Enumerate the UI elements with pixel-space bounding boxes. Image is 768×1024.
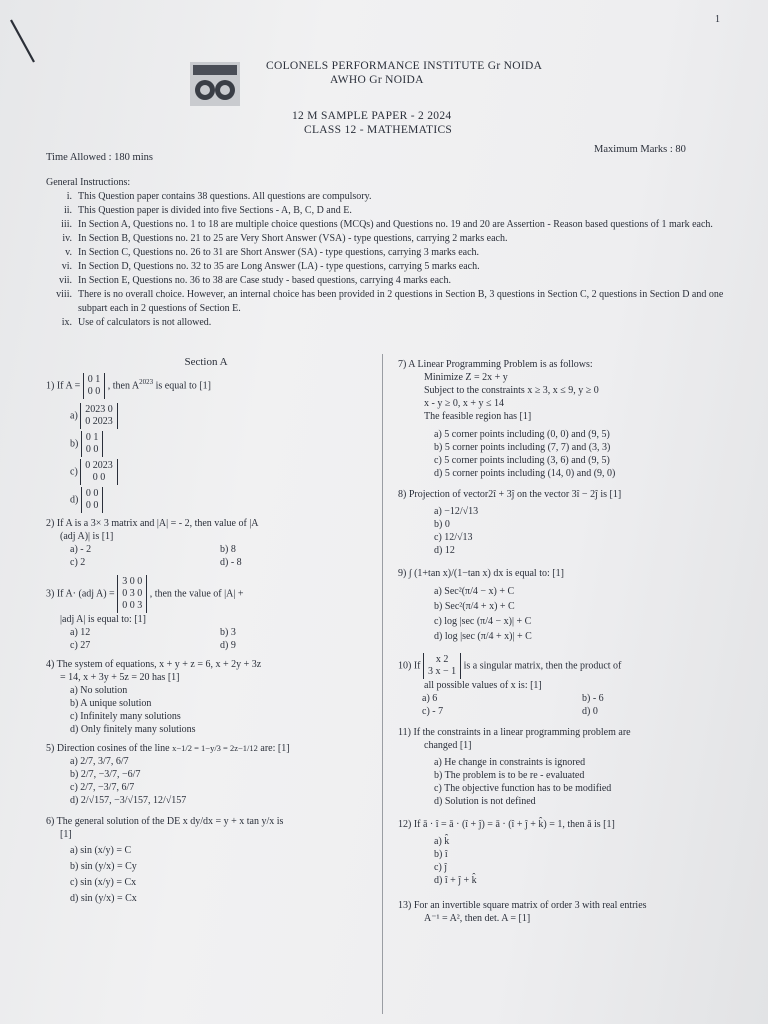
question-11: [398, 726, 728, 808]
question-3: [46, 575, 366, 652]
q1-option-d: [46, 487, 366, 513]
time-allowed: Time Allowed : 180 mins: [46, 152, 153, 163]
question-2: [46, 517, 366, 569]
instruction-number: i.: [66, 191, 72, 202]
matrix-row: 0 0: [85, 488, 99, 499]
right-column: [398, 358, 728, 925]
matrix-row: 3 x − 1: [428, 666, 457, 677]
option-label: c): [70, 466, 78, 478]
q1-text-c: is equal to [1]: [153, 380, 211, 392]
q1-matrix-row: 0 0: [87, 386, 101, 397]
question-7: [398, 358, 728, 480]
q1-exponent: 2023: [139, 377, 154, 386]
matrix-row: 0 3 0: [122, 588, 143, 599]
q6-option-c: c) sin (x/y) = Cx: [70, 877, 137, 888]
instruction-text: In Section C, Questions no. 26 to 31 are Short Answer (SA) - type questions, carrying 3 marks each.: [78, 247, 480, 258]
option-label: d): [70, 494, 79, 506]
q6-option-b: b) sin (y/x) = Cy: [70, 861, 137, 872]
q7-line-2: Minimize Z = 2x + y: [424, 372, 508, 383]
q1-matrix-row: 0 1: [87, 374, 101, 385]
q13-line-1: 13) For an invertible square matrix of order 3 with real entries: [398, 900, 647, 911]
q12-option-b: b) î: [434, 849, 448, 860]
left-column: [46, 356, 366, 905]
matrix-row: 0 1: [85, 432, 99, 443]
q4-option-a: a) No solution: [70, 685, 128, 696]
q9-option-a: a) Sec²(π/4 − x) + C: [434, 586, 515, 597]
matrix-row: 2023 0: [85, 404, 113, 415]
instruction-number: vi.: [61, 261, 72, 272]
instruction-number: viii.: [56, 289, 72, 300]
instruction-item: [46, 232, 726, 246]
instruction-item: [46, 316, 726, 330]
q4-line-1: 4) The system of equations, x + y + z = 6, x + 2y + 3z: [46, 659, 262, 670]
q8-option-b: b) 0: [434, 519, 450, 530]
paper-title: 12 M SAMPLE PAPER - 2 2024: [292, 110, 452, 122]
general-instructions: [46, 176, 726, 330]
q10-text-b: is a singular matrix, then the product of: [463, 660, 622, 672]
q3-option-b: b) 3: [220, 627, 236, 638]
instruction-number: iii.: [61, 219, 72, 230]
q1-text-b: , then A: [107, 380, 140, 392]
matrix-row: 3 0 0: [122, 576, 143, 587]
q11-option-b: b) The problem is to be re - evaluated: [434, 770, 585, 781]
q11-option-a: a) He change in constraints is ignored: [434, 757, 586, 768]
instruction-item: [46, 288, 726, 316]
matrix-row: 0 0: [92, 472, 106, 483]
option-label: a): [70, 410, 78, 422]
question-13: [398, 899, 728, 925]
q10-text-a: 10) If: [398, 660, 421, 672]
q13-line-2: A⁻¹ = A², then det. A = [1]: [424, 913, 531, 924]
instruction-text: In Section A, Questions no. 1 to 18 are multiple choice questions (MCQs) and Questions no. 19 and 20 are Assertion - Reason based questions of 1 mark each.: [78, 219, 713, 230]
question-5: [46, 742, 366, 807]
q10-matrix: [423, 653, 461, 679]
class-title: CLASS 12 - MATHEMATICS: [304, 124, 453, 136]
instruction-text: In Section E, Questions no. 36 to 38 are Case study - based questions, carrying 4 marks each.: [78, 275, 451, 286]
q7-option-b: b) 5 corner points including (7, 7) and (3, 3): [434, 442, 611, 453]
q6-line-1: 6) The general solution of the DE x dy/dx = y + x tan y/x is: [46, 816, 284, 827]
section-title: Section A: [184, 356, 228, 368]
q4-option-b: b) A unique solution: [70, 698, 152, 709]
matrix-row: 0 0 3: [122, 600, 143, 611]
instruction-text: Use of calculators is not allowed.: [78, 317, 212, 328]
q3-text-b: , then the value of |A| +: [149, 588, 244, 600]
instruction-text: In Section B, Questions no. 21 to 25 are Very Short Answer (VSA) - type questions, carrying 2 marks each.: [78, 233, 508, 244]
instruction-text: In Section D, Questions no. 32 to 35 are Long Answer (LA) - type questions, carrying 5 marks each.: [78, 261, 480, 272]
instruction-number: ii.: [63, 205, 72, 216]
q1-text-a: 1) If A =: [46, 380, 81, 392]
maximum-marks: Maximum Marks : 80: [594, 144, 686, 155]
q5-option-d: d) 2/√157, −3/√157, 12/√157: [70, 795, 187, 806]
q7-line-3: Subject to the constraints x ≥ 3, x ≤ 9, y ≥ 0: [424, 385, 599, 396]
q5-text-end: are: [1]: [257, 743, 290, 754]
q5-line-equation: x−1/2 = 1−y/3 = 2z−1/12: [172, 743, 258, 753]
q8-option-a: a) −12/√13: [434, 506, 479, 517]
q12-option-c: c) ĵ: [434, 862, 448, 873]
q3-text-a: 3) If A· (adj A) =: [46, 588, 115, 600]
q11-line-1: 11) If the constraints in a linear programming problem are: [398, 727, 631, 738]
q9-option-d: d) log |sec (π/4 + x)| + C: [434, 631, 532, 642]
instructions-list: [46, 190, 726, 330]
q3-option-a: a) 12: [70, 627, 91, 638]
q6-option-d: d) sin (y/x) = Cx: [70, 893, 137, 904]
page-number: 1: [715, 14, 720, 25]
instruction-number: iv.: [62, 233, 72, 244]
q7-option-d: d) 5 corner points including (14, 0) and (9, 0): [434, 468, 616, 479]
instruction-item: [46, 274, 726, 288]
institute-logo: [190, 62, 240, 106]
matrix-row: x 2: [435, 654, 449, 665]
q4-option-c: c) Infinitely many solutions: [70, 711, 181, 722]
instruction-text: This Question paper is divided into five Sections - A, B, C, D and E.: [78, 205, 352, 216]
option-matrix: [80, 459, 118, 485]
q5-option-a: a) 2/7, 3/7, 6/7: [70, 756, 129, 767]
instruction-item: [46, 190, 726, 204]
q7-line-5: The feasible region has [1]: [424, 411, 532, 422]
q3-matrix: [117, 575, 147, 613]
q12-line-1: 12) If ā · î = ā · (î + ĵ) = ā · (î + ĵ + k̂) = 1, then ā is [1]: [398, 819, 615, 830]
question-8: [398, 488, 728, 557]
option-label: b): [70, 438, 79, 450]
instruction-item: [46, 260, 726, 274]
q2-option-a: a) - 2: [70, 544, 92, 555]
q2-line-2: (adj A)| is [1]: [60, 531, 114, 542]
instructions-heading: General Instructions:: [46, 177, 131, 188]
branch-name: AWHO Gr NOIDA: [330, 74, 424, 86]
question-9: [398, 567, 728, 643]
q12-option-a: a) k̂: [434, 836, 450, 847]
q4-line-2: = 14, x + 3y + 5z = 20 has [1]: [60, 672, 180, 683]
q10-option-b: b) - 6: [582, 693, 604, 704]
option-matrix: [80, 403, 118, 429]
matrix-row: 0 0: [85, 444, 99, 455]
q4-option-d: d) Only finitely many solutions: [70, 724, 196, 735]
q2-option-c: c) 2: [70, 557, 86, 568]
q1-option-b: [46, 431, 366, 457]
question-12: [398, 818, 728, 887]
q1-option-c: [46, 459, 366, 485]
q9-option-b: b) Sec²(π/4 + x) + C: [434, 601, 515, 612]
instruction-text: There is no overall choice. However, an internal choice has been provided in 2 questions in Section B, 3 questions in Section C, 2 questions in Section D and one subpart each in 2 questions of Section E.: [78, 289, 724, 314]
q8-option-d: d) 12: [434, 545, 455, 556]
q7-line-1: 7) A Linear Programming Problem is as follows:: [398, 359, 593, 370]
q2-option-d: d) - 8: [220, 557, 242, 568]
q3-line-2: |adj A| is equal to: [1]: [60, 614, 146, 625]
instruction-number: vii.: [58, 275, 72, 286]
option-matrix: [81, 431, 104, 457]
matrix-row: 0 0: [85, 500, 99, 511]
q11-option-c: c) The objective function has to be modified: [434, 783, 612, 794]
q2-line-1: 2) If A is a 3× 3 matrix and |A| = - 2, then value of |A: [46, 518, 259, 529]
question-4: [46, 658, 366, 736]
q5-text: 5) Direction cosines of the line: [46, 743, 170, 754]
option-matrix: [81, 487, 104, 513]
instruction-item: [46, 204, 726, 218]
q8-option-c: c) 12/√13: [434, 532, 473, 543]
instruction-number: v.: [65, 247, 72, 258]
instruction-item: [46, 246, 726, 260]
q10-option-d: d) 0: [582, 706, 598, 717]
q8-line-1: 8) Projection of vector2î + 3ĵ on the vector 3î − 2ĵ is [1]: [398, 489, 622, 500]
q1-option-a: [46, 403, 366, 429]
q2-option-b: b) 8: [220, 544, 236, 555]
q7-option-a: a) 5 corner points including (0, 0) and (9, 5): [434, 429, 610, 440]
matrix-row: 0 2023: [85, 460, 113, 471]
column-divider: [382, 354, 383, 1014]
q1-matrix: [83, 373, 106, 399]
q5-option-b: b) 2/7, −3/7, −6/7: [70, 769, 141, 780]
q7-line-4: x - y ≥ 0, x + y ≤ 14: [424, 398, 504, 409]
q9-option-c: c) log |sec (π/4 − x)| + C: [434, 616, 532, 627]
instruction-text: This Question paper contains 38 questions. All questions are compulsory.: [78, 191, 372, 202]
pen-stroke-mark: [8, 18, 38, 66]
q6-option-a: a) sin (x/y) = C: [70, 845, 132, 856]
instruction-item: [46, 218, 726, 232]
q11-option-d: d) Solution is not defined: [434, 796, 536, 807]
q3-option-d: d) 9: [220, 640, 236, 651]
q9-line-1: 9) ∫ (1+tan x)/(1−tan x) dx is equal to: [1]: [398, 568, 564, 579]
matrix-row: 0 2023: [85, 416, 113, 427]
question-10: [398, 653, 728, 718]
q7-option-c: c) 5 corner points including (3, 6) and (9, 5): [434, 455, 610, 466]
q3-option-c: c) 27: [70, 640, 91, 651]
question-6: [46, 815, 366, 905]
q10-line-2: all possible values of x is: [1]: [424, 680, 542, 691]
question-1: [46, 373, 366, 399]
instruction-number: ix.: [61, 317, 72, 328]
institute-name: COLONELS PERFORMANCE INSTITUTE Gr NOIDA: [266, 60, 543, 72]
q6-line-2: [1]: [60, 829, 72, 840]
q5-option-c: c) 2/7, −3/7, 6/7: [70, 782, 135, 793]
q12-option-d: d) î + ĵ + k̂: [434, 875, 477, 886]
q10-option-a: a) 6: [422, 693, 438, 704]
q10-option-c: c) - 7: [422, 706, 444, 717]
q11-line-2: changed [1]: [424, 740, 472, 751]
